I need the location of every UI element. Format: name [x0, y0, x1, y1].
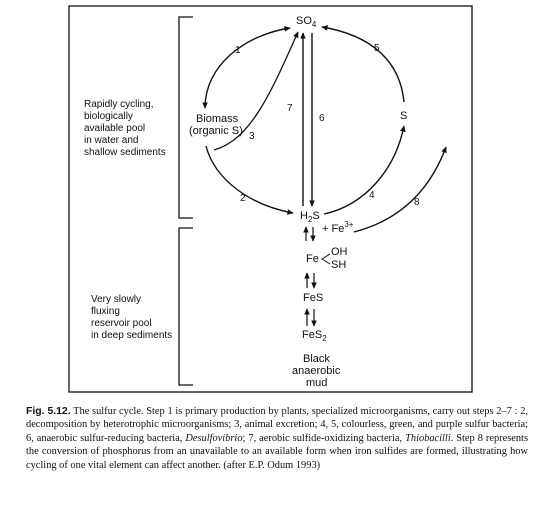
step-label-4: 4 [369, 190, 375, 201]
mud-line: mud [306, 377, 328, 389]
node-oh: OH [331, 246, 348, 258]
node-h2s: $H_2S$ [300, 210, 320, 224]
node-black-mud [292, 353, 343, 389]
biomass-line: (organic S) [189, 125, 243, 137]
lower-pool-line: fluxing [91, 306, 120, 317]
upper-pool-line: available pool [84, 123, 146, 134]
caption-genus-desulfovibrio: Desulfovibrio [185, 432, 243, 444]
arrow-step-2 [206, 146, 293, 213]
upper-pool-line: shallow sediments [84, 147, 166, 158]
step-label-3: 3 [249, 131, 255, 142]
lower-pool-line: reservoir pool [91, 318, 152, 329]
node-fe: Fe [306, 253, 319, 265]
upper-pool-line: biologically [84, 111, 133, 122]
upper-pool-label [84, 99, 166, 158]
lower-pool-bracket [179, 228, 193, 385]
biomass-line: Biomass [196, 113, 239, 125]
node-biomass [189, 113, 243, 137]
step-label-5: 5 [374, 43, 380, 54]
caption-text: ; 7, aerobic sulfide-oxidizing bacteria, [242, 432, 406, 444]
lower-pool-line: in deep sediments [91, 330, 173, 341]
arrow-step-8 [354, 147, 446, 232]
node-fes: FeS [303, 292, 324, 304]
caption-text: . Step 8 represents the conversion of phosphorus from an unavailable to an available form when iron sulfides are formed, illustrating how cycling of one vital element can affect another. (after E.P. Odum 1993) [26, 432, 528, 471]
fe-bond-bracket [322, 254, 330, 264]
lower-pool-line: Very slowly [91, 294, 142, 305]
lower-pool-label [91, 294, 172, 341]
step-label-1: 1 [235, 45, 241, 56]
caption-genus-thiobacilli: Thiobacilli [405, 432, 451, 444]
step-label-8: 8 [414, 197, 420, 208]
upper-pool-line: in water and [84, 135, 139, 146]
arrow-step-1 [205, 28, 290, 108]
node-fes2: FeS$_2$ [302, 329, 327, 343]
step-label-6: 6 [319, 113, 325, 124]
upper-pool-bracket [179, 17, 193, 218]
figure-caption [26, 405, 528, 472]
mud-line: Black [303, 353, 330, 365]
figure-number: Fig. 5.12. [26, 406, 71, 417]
step-label-7: 7 [287, 103, 293, 114]
node-s: S [400, 110, 408, 122]
arrow-step-4 [324, 126, 404, 214]
node-sh: SH [331, 259, 347, 271]
mud-line: anaerobic [292, 365, 341, 377]
step-label-2: 2 [240, 193, 246, 204]
upper-pool-line: Rapidly cycling, [84, 99, 154, 110]
caption-text: The sulfur cycle. Step 1 is primary production by plants, specialized microorganisms, carry out steps 2–7 : 2, decomposition by heterotrophic microorganisms; 3, animal excretion; 4, 5, colourless, green, and purple sulfur bacteria; 6, anaerobic sulfur-reducing bacteria, [26, 406, 528, 444]
node-so4: $SO_4$ [296, 15, 317, 29]
node-fe3: + $Fe^{3+}$ [322, 220, 354, 235]
arrow-step-5 [322, 27, 404, 102]
